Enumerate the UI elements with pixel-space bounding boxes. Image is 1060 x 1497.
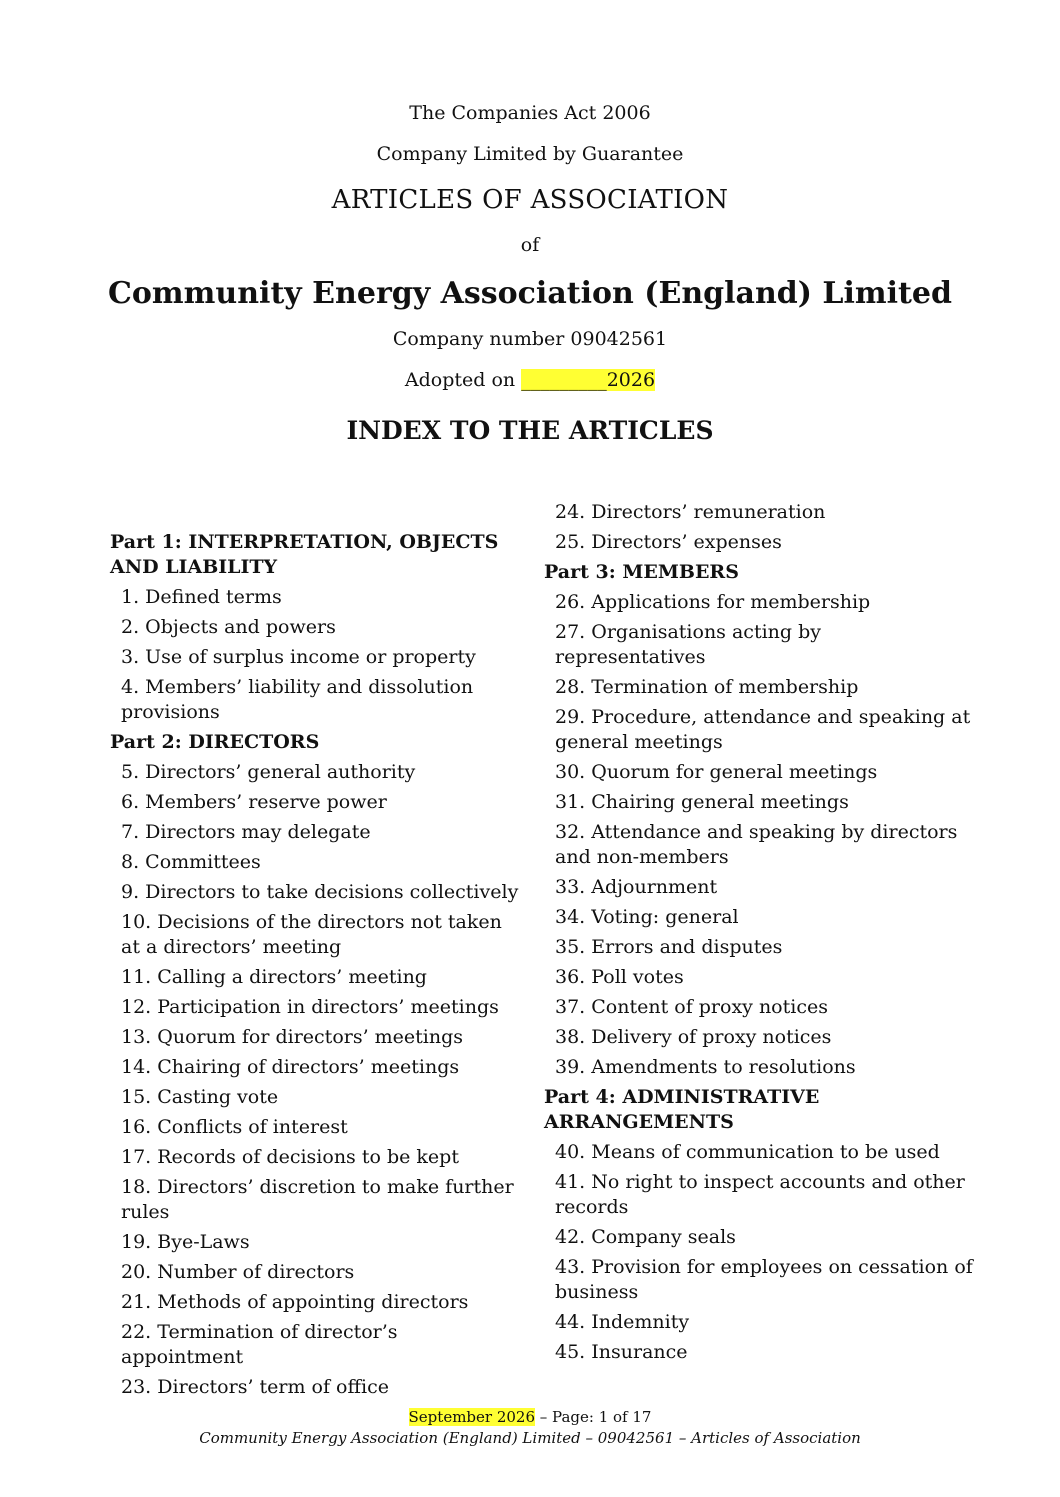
index-entry: 23. Directors’ term of office	[121, 1376, 389, 1398]
index-entry: 41. No right to inspect accounts and other records	[555, 1171, 965, 1218]
index-entry: 39. Amendments to resolutions	[555, 1056, 856, 1078]
index-column-right	[544, 500, 974, 1370]
index-entry: 7. Directors may delegate	[121, 821, 371, 843]
index-entry: 28. Termination of membership	[555, 676, 859, 698]
index-entry: 36. Poll votes	[555, 966, 684, 988]
act-title: The Companies Act 2006	[409, 102, 651, 124]
index-entry: 17. Records of decisions to be kept	[121, 1146, 459, 1168]
of-text: of	[520, 234, 540, 256]
index-entry: 14. Chairing of directors’ meetings	[121, 1056, 460, 1078]
index-entry: 16. Conflicts of interest	[121, 1116, 348, 1138]
footer-page-number: – Page: 1 of 17	[535, 1408, 652, 1426]
index-part-heading: Part 1: INTERPRETATION, OBJECTS AND LIABILITY	[110, 531, 499, 578]
index-entry: 34. Voting: general	[555, 906, 739, 928]
index-entry: 22. Termination of director’s appointment	[121, 1321, 398, 1368]
index-entry: 45. Insurance	[555, 1341, 688, 1363]
index-entry: 31. Chairing general meetings	[555, 791, 849, 813]
footer-date: September 2026	[408, 1408, 536, 1426]
company-name: Community Energy Association (England) Limited	[108, 276, 952, 311]
index-entry: 6. Members’ reserve power	[121, 791, 387, 813]
index-entry: 43. Provision for employees on cessation of business	[555, 1256, 973, 1303]
index-entry: 4. Members’ liability and dissolution provisions	[121, 676, 474, 723]
index-column-left	[110, 530, 520, 1405]
index-entry: 38. Delivery of proxy notices	[555, 1026, 832, 1048]
index-title: INDEX TO THE ARTICLES	[346, 416, 714, 445]
index-entry: 33. Adjournment	[555, 876, 718, 898]
adopted-line	[0, 369, 1060, 391]
index-entry: 29. Procedure, attendance and speaking at general meetings	[555, 706, 971, 753]
index-entry: 12. Participation in directors’ meetings	[121, 996, 499, 1018]
index-entry: 35. Errors and disputes	[555, 936, 783, 958]
index-entry: 42. Company seals	[555, 1226, 736, 1248]
index-entry: 24. Directors’ remuneration	[555, 501, 826, 523]
adopted-prefix: Adopted on	[404, 369, 522, 391]
document-title: ARTICLES OF ASSOCIATION	[331, 185, 729, 215]
index-part-heading: Part 4: ADMINISTRATIVE ARRANGEMENTS	[544, 1086, 820, 1133]
adopted-date: _________2026	[521, 369, 656, 391]
index-entry: 21. Methods of appointing directors	[121, 1291, 469, 1313]
company-type: Company Limited by Guarantee	[376, 143, 684, 165]
index-entry: 32. Attendance and speaking by directors and non-members	[555, 821, 958, 868]
index-entry: 26. Applications for membership	[555, 591, 871, 613]
index-entry: 18. Directors’ discretion to make further rules	[121, 1176, 514, 1223]
index-entry: 5. Directors’ general authority	[121, 761, 416, 783]
index-entry: 1. Defined terms	[121, 586, 282, 608]
index-entry: 19. Bye-Laws	[121, 1231, 250, 1253]
index-entry: 30. Quorum for general meetings	[555, 761, 878, 783]
index-entry: 15. Casting vote	[121, 1086, 279, 1108]
footer-document-reference: Community Energy Association (England) Limited – 09042561 – Articles of Association	[199, 1429, 861, 1447]
index-entry: 13. Quorum for directors’ meetings	[121, 1026, 464, 1048]
index-entry: 8. Committees	[121, 851, 261, 873]
index-entry: 44. Indemnity	[555, 1311, 690, 1333]
footer-page-line	[0, 1408, 1060, 1426]
index-entry: 25. Directors’ expenses	[555, 531, 782, 553]
index-entry: 20. Number of directors	[121, 1261, 355, 1283]
index-entry: 27. Organisations acting by representatives	[555, 621, 821, 668]
company-number: Company number 09042561	[392, 328, 668, 350]
index-entry: 2. Objects and powers	[121, 616, 336, 638]
index-entry: 37. Content of proxy notices	[555, 996, 828, 1018]
index-entry: 3. Use of surplus income or property	[121, 646, 476, 668]
index-entry: 10. Decisions of the directors not taken at a directors’ meeting	[121, 911, 502, 958]
index-entry: 11. Calling a directors’ meeting	[121, 966, 427, 988]
index-entry: 9. Directors to take decisions collectively	[121, 881, 519, 903]
index-part-heading: Part 2: DIRECTORS	[110, 731, 320, 753]
index-part-heading: Part 3: MEMBERS	[544, 561, 739, 583]
index-entry: 40. Means of communication to be used	[555, 1141, 940, 1163]
